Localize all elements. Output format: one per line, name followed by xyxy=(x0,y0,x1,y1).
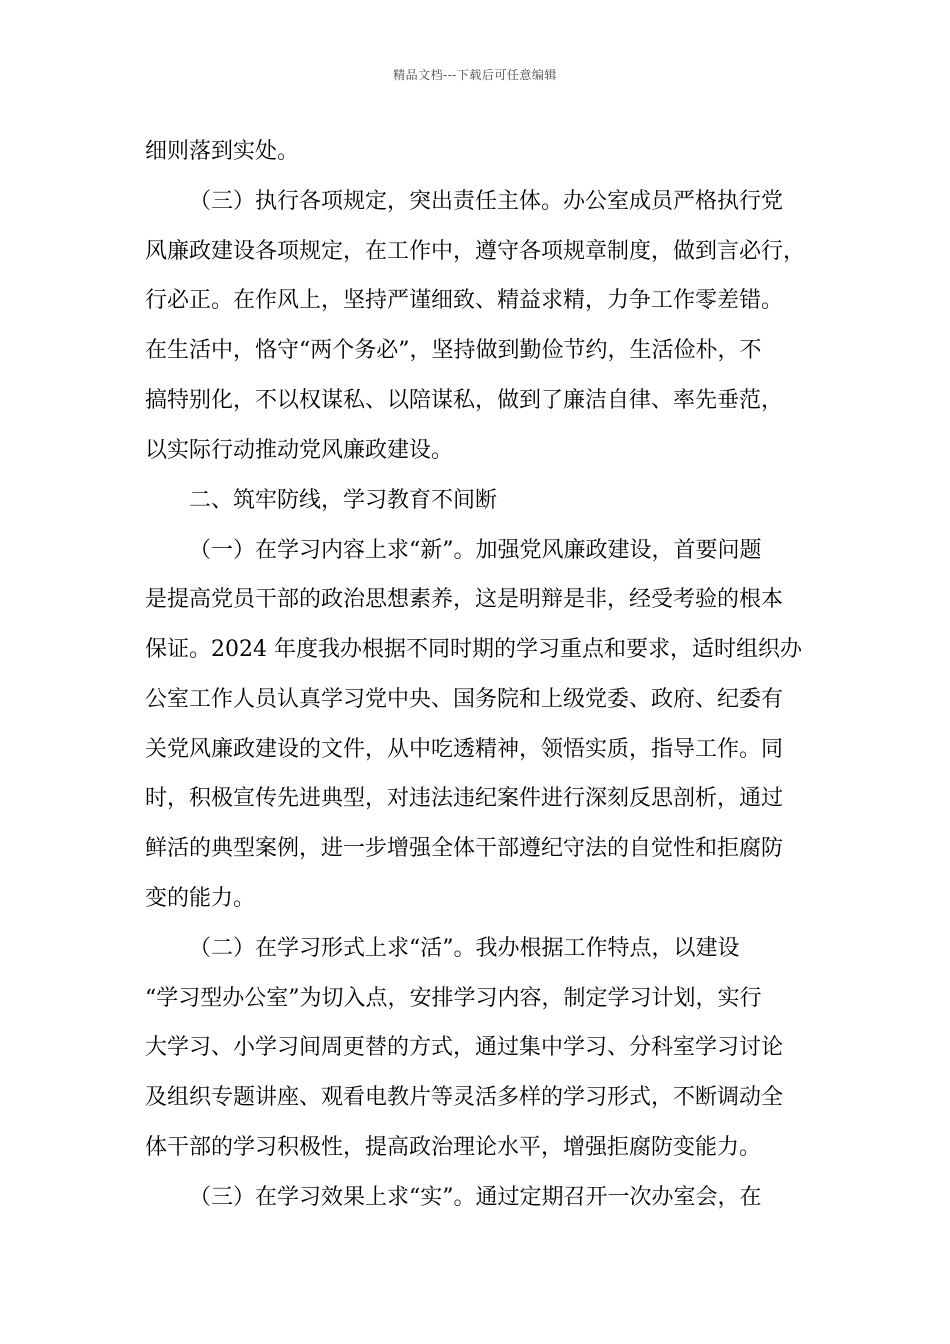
text-line: 体干部的学习积极性，提高政治理论水平，增强拒腐防变能力。 xyxy=(145,1135,762,1160)
text-line: 行必正。在作风上，坚持严谨细致、精益求精，力争工作零差错。 xyxy=(145,288,784,313)
text-line: 搞特别化，不以权谋私、以陪谋私，做到了廉洁自律、率先垂范， xyxy=(145,388,784,413)
text-line: 大学习、小学习间周更替的方式，通过集中学习、分科室学习讨论 xyxy=(145,1035,784,1060)
text-line: 及组织专题讲座、观看电教片等灵活多样的学习形式，不断调动全 xyxy=(145,1085,784,1110)
text-line: （二）在学习形式上求“活”。我办根据工作特点，以建设 xyxy=(189,936,740,961)
section-heading: 二、筑牢防线，学习教育不间断 xyxy=(189,488,498,513)
text-line: 鲜活的典型案例，进一步增强全体干部遵纪守法的自觉性和拒腐防 xyxy=(145,836,784,861)
text-line: 时，积极宣传先进典型，对违法违纪案件进行深刻反思剖析，通过 xyxy=(145,786,784,811)
text-line: （一）在学习内容上求“新”。加强党风廉政建设，首要问题 xyxy=(189,538,762,563)
text-line: 保证。2024 年度我办根据不同时期的学习重点和要求，适时组织办 xyxy=(145,637,802,662)
text-line: （三）执行各项规定，突出责任主体。办公室成员严格执行党 xyxy=(189,189,784,214)
text-line: 在生活中，恪守“两个务必”，坚持做到勤俭节约，生活俭朴，不 xyxy=(145,338,762,363)
text-line: “学习型办公室”为切入点，安排学习内容，制定学习计划，实行 xyxy=(145,986,762,1011)
text-line: 是提高党员干部的政治思想素养，这是明辩是非，经受考验的根本 xyxy=(145,587,784,612)
text-line: 关党风廉政建设的文件，从中吃透精神，领悟实质，指导工作。同 xyxy=(145,737,784,762)
text-line: 变的能力。 xyxy=(145,886,256,911)
text-line: 细则落到实处。 xyxy=(145,139,300,164)
text-line: （三）在学习效果上求“实”。通过定期召开一次办室会，在 xyxy=(189,1185,762,1210)
page-header: 精品文档---下载后可任意编辑 xyxy=(393,68,557,82)
text-line: 公室工作人员认真学习党中央、国务院和上级党委、政府、纪委有 xyxy=(145,687,784,712)
text-line: 风廉政建设各项规定，在工作中，遵守各项规章制度，做到言必行， xyxy=(145,239,806,264)
text-line: 以实际行动推动党风廉政建设。 xyxy=(145,438,454,463)
